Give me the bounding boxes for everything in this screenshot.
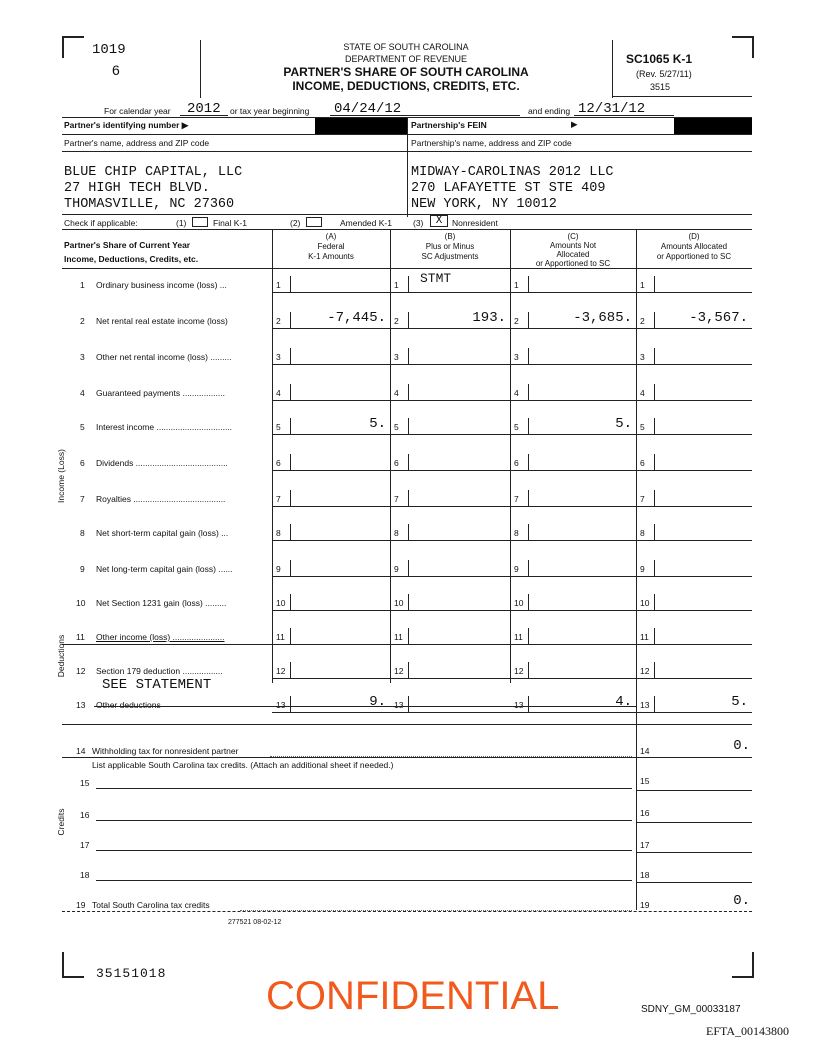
row-box-number-a: 8	[276, 528, 281, 538]
row-box-number-d: 13	[640, 700, 650, 710]
final-k1-label: Final K-1	[213, 218, 248, 228]
row-box-number-b: 4	[394, 388, 399, 398]
opt2-number: (2)	[290, 218, 301, 228]
partnership-street: 270 LAFAYETTE ST STE 409	[411, 181, 606, 196]
row-value-d[interactable]: 5.	[731, 694, 748, 710]
line14-label: Withholding tax for nonresident partner	[92, 746, 239, 756]
rule-names	[62, 214, 752, 215]
row-rule	[272, 400, 752, 401]
form-number: SC1065 K-1	[626, 52, 693, 66]
row-box-number-c: 2	[514, 316, 519, 326]
corner-mark-tl-v	[62, 36, 64, 58]
col-c-line2: Amounts Not	[549, 241, 597, 250]
row-box-divider	[408, 560, 409, 576]
row-label: Dividends .......................................	[96, 458, 228, 468]
corner-mark-bl-v	[62, 952, 64, 978]
corner-mark-br-h	[732, 976, 754, 978]
row-box-divider	[654, 524, 655, 540]
row-label: Net long-term capital gain (loss) ......	[96, 564, 233, 574]
row-number: 8	[80, 528, 85, 538]
row-box-divider	[528, 696, 529, 712]
handwritten-number: 1019	[92, 42, 126, 58]
row-box-divider	[654, 696, 655, 712]
amended-k1-label: Amended K-1	[340, 218, 392, 228]
redaction-partner-id	[315, 118, 407, 134]
row-rule	[272, 506, 752, 507]
row-box-number-c: 9	[514, 564, 519, 574]
rule-ded-blank1	[94, 706, 636, 707]
row-label: Royalties .......................................	[96, 494, 226, 504]
row-number: 2	[80, 316, 85, 326]
row-box-divider	[654, 628, 655, 644]
row-11-underline	[62, 644, 272, 645]
header-divider-right	[612, 40, 613, 98]
col-desc-line1: Partner's Share of Current Year	[64, 240, 191, 250]
col-d-line2: Amounts Allocated	[660, 242, 728, 251]
row-box-divider	[654, 312, 655, 328]
row-box-divider	[290, 628, 291, 644]
partnership-name-label: Partnership's name, address and ZIP code	[411, 138, 572, 148]
row-box-number-d: 2	[640, 316, 645, 326]
row-rule	[272, 364, 752, 365]
row-rule	[272, 644, 752, 645]
form-code-rule	[612, 96, 752, 97]
row-box-number-a: 7	[276, 494, 281, 504]
tax-year-begin-date: 04/24/12	[334, 101, 402, 117]
row-box-divider	[528, 312, 529, 328]
line15-number: 15	[80, 778, 90, 788]
line17-box-rule	[636, 852, 752, 853]
redaction-fein	[674, 118, 752, 134]
row-value-c[interactable]: 5.	[615, 416, 632, 432]
row-label: Other deductions	[96, 700, 161, 710]
line18-number: 18	[80, 870, 90, 880]
row-box-number-a: 9	[276, 564, 281, 574]
row-value-d[interactable]: -3,567.	[689, 310, 748, 326]
barcode-number: 35151018	[96, 966, 167, 981]
corner-mark-tr-v	[752, 36, 754, 58]
row-box-number-c: 8	[514, 528, 519, 538]
amended-k1-checkbox[interactable]	[306, 217, 322, 227]
row-box-divider	[528, 594, 529, 610]
rule-check	[62, 229, 752, 230]
form-title-line1: PARTNER'S SHARE OF SOUTH CAROLINA	[283, 65, 529, 79]
row-box-divider	[654, 418, 655, 434]
row-box-number-d: 8	[640, 528, 645, 538]
row-box-divider	[290, 524, 291, 540]
line18-box-rule	[636, 882, 752, 883]
row-box-number-c: 6	[514, 458, 519, 468]
col-line-b	[390, 229, 391, 683]
line14-value: 0.	[733, 738, 750, 754]
line15-rule[interactable]	[96, 788, 632, 789]
row-box-divider	[528, 348, 529, 364]
row-box-number-a: 2	[276, 316, 281, 326]
row-rule	[272, 712, 752, 713]
row-box-divider	[528, 454, 529, 470]
row-number: 3	[80, 352, 85, 362]
row-box-number-c: 4	[514, 388, 519, 398]
row-number: 5	[80, 422, 85, 432]
row-box-number-a: 5	[276, 422, 281, 432]
side-label-credits: Credits	[56, 808, 66, 836]
line18-box: 18	[640, 870, 650, 880]
side-label-income: Income (Loss)	[56, 449, 66, 503]
row-box-number-b: 3	[394, 352, 399, 362]
row-box-number-d: 1	[640, 280, 645, 290]
row-box-number-a: 1	[276, 280, 281, 290]
corner-mark-br-v	[752, 952, 754, 978]
row-box-divider	[528, 418, 529, 434]
row-rule	[272, 540, 752, 541]
line18-rule[interactable]	[96, 880, 632, 881]
form-revision: (Rev. 5/27/11)	[636, 69, 692, 79]
col-line-d	[636, 229, 637, 910]
department: DEPARTMENT OF REVENUE	[344, 54, 468, 64]
row-box-divider	[408, 384, 409, 400]
rule-name-labels	[62, 151, 752, 152]
row-label: Other income (loss) ......................	[96, 632, 225, 642]
corner-mark-bl-h	[62, 976, 84, 978]
row-value-a[interactable]: -7,445.	[327, 310, 386, 326]
rule-line14	[62, 757, 752, 758]
row-box-number-c: 10	[514, 598, 524, 608]
row-box-number-c: 13	[514, 700, 524, 710]
row-value-a[interactable]: 5.	[369, 416, 386, 432]
row-box-number-d: 5	[640, 422, 645, 432]
partnership-name: MIDWAY-CAROLINAS 2012 LLC	[411, 165, 614, 180]
row-box-number-d: 9	[640, 564, 645, 574]
row-box-number-c: 12	[514, 666, 524, 676]
row-box-divider	[408, 662, 409, 678]
row-box-number-c: 7	[514, 494, 519, 504]
rule-line19	[62, 911, 752, 912]
row-label: Interest income ................................	[96, 422, 233, 432]
row-box-divider	[654, 454, 655, 470]
row-rule	[272, 610, 752, 611]
footer-code: 277521 08-02-12	[228, 919, 282, 926]
line15-box: 15	[640, 776, 650, 786]
line17-rule[interactable]	[96, 850, 632, 851]
efta-number: EFTA_00143800	[706, 1024, 790, 1038]
col-b-line3: SC Adjustments	[421, 252, 479, 261]
row-box-number-d: 6	[640, 458, 645, 468]
row-box-number-b: 1	[394, 280, 399, 290]
opt1-number: (1)	[176, 218, 187, 228]
confidential-stamp: CONFIDENTIAL	[266, 974, 560, 1018]
row-box-number-a: 11	[276, 632, 285, 642]
row-box-number-c: 5	[514, 422, 519, 432]
partner-city: THOMASVILLE, NC 27360	[64, 197, 235, 212]
form-code: 3515	[650, 82, 671, 92]
tax-year-ending-label: and ending	[528, 106, 571, 116]
row-box-divider	[528, 662, 529, 678]
year-underline	[180, 115, 228, 116]
row-box-divider	[528, 628, 529, 644]
row-box-number-a: 4	[276, 388, 281, 398]
row-box-divider	[528, 276, 529, 292]
row-box-divider	[408, 454, 409, 470]
col-d-letter: (D)	[688, 232, 700, 241]
row-box-number-b: 8	[394, 528, 399, 538]
row-box-number-d: 4	[640, 388, 645, 398]
row-box-divider	[290, 312, 291, 328]
row-rule	[272, 678, 752, 679]
final-k1-checkbox[interactable]	[192, 217, 208, 227]
col-line-c	[510, 229, 511, 683]
row-box-divider	[290, 490, 291, 506]
rule-col-headers	[62, 268, 752, 269]
corner-mark-tl-h	[62, 36, 84, 38]
row-box-number-d: 7	[640, 494, 645, 504]
partner-divider	[407, 117, 408, 217]
row-box-number-b: 9	[394, 564, 399, 574]
row-box-divider	[408, 696, 409, 712]
row-number: 9	[80, 564, 85, 574]
row-box-number-b: 13	[394, 700, 404, 710]
row-box-divider	[654, 490, 655, 506]
nonresident-checkbox[interactable]: X	[430, 215, 448, 227]
side-label-deductions: Deductions	[56, 634, 66, 678]
opt3-number: (3)	[413, 218, 424, 228]
row-label: Guaranteed payments ..................	[96, 388, 225, 398]
row-box-divider	[290, 384, 291, 400]
row-label: Net rental real estate income (loss)	[96, 316, 228, 326]
rule-id	[62, 134, 752, 135]
row-box-number-d: 10	[640, 598, 650, 608]
col-a-letter: (A)	[325, 232, 337, 241]
row-box-divider	[408, 490, 409, 506]
row-box-divider	[654, 560, 655, 576]
row-box-divider	[654, 384, 655, 400]
row-box-number-d: 3	[640, 352, 645, 362]
row-number: 13	[76, 700, 86, 710]
credits-note: List applicable South Carolina tax credits. (Attach an additional sheet if needed.)	[92, 760, 394, 770]
row-label: Net short-term capital gain (loss) ...	[96, 528, 229, 538]
line19-number: 19	[76, 900, 86, 910]
row-rule	[272, 292, 752, 293]
nonresident-label: Nonresident	[452, 218, 498, 228]
row-box-divider	[528, 560, 529, 576]
row-box-divider	[408, 312, 409, 328]
row-box-number-a: 12	[276, 666, 286, 676]
line19-box: 19	[640, 900, 650, 910]
row-box-divider	[654, 594, 655, 610]
row-box-divider	[290, 348, 291, 364]
row-box-divider	[290, 662, 291, 678]
row-rule	[272, 434, 752, 435]
col-line-a	[272, 229, 273, 683]
see-statement: SEE STATEMENT	[102, 677, 212, 693]
row-number: 4	[80, 388, 85, 398]
line17-box: 17	[640, 840, 650, 850]
row-box-number-c: 1	[514, 280, 519, 290]
col-a-line2: Federal	[317, 242, 345, 251]
line16-box-rule	[636, 822, 752, 823]
row-box-number-a: 6	[276, 458, 281, 468]
row-label: Other net rental income (loss) .........	[96, 352, 232, 362]
row-rule	[272, 470, 752, 471]
row-box-number-b: 10	[394, 598, 404, 608]
tax-year-beginning-label: or tax year beginning	[230, 106, 310, 116]
col-d-line3: or Apportioned to SC	[656, 252, 732, 261]
row-box-number-a: 10	[276, 598, 286, 608]
calendar-year-label: For calendar year	[104, 106, 171, 116]
line14-number: 14	[76, 746, 86, 756]
row-box-number-b: 11	[394, 632, 403, 642]
row-box-divider	[654, 348, 655, 364]
row-number: 12	[76, 666, 86, 676]
line16-box: 16	[640, 808, 650, 818]
row-box-divider	[654, 276, 655, 292]
row-box-number-b: 5	[394, 422, 399, 432]
line19-value: 0.	[733, 893, 750, 909]
row-box-divider	[408, 628, 409, 644]
begin-underline	[330, 115, 520, 116]
form-title-line2: INCOME, DEDUCTIONS, CREDITS, ETC.	[292, 79, 520, 93]
line14-box: 14	[640, 746, 650, 756]
line17-number: 17	[80, 840, 90, 850]
row-box-divider	[408, 524, 409, 540]
row-box-divider	[290, 276, 291, 292]
row-box-number-b: 12	[394, 666, 404, 676]
row-box-divider	[528, 524, 529, 540]
partner-name-label: Partner's name, address and ZIP code	[64, 138, 210, 148]
rule-ded-end	[62, 724, 752, 725]
bates-number: SDNY_GM_00033187	[641, 1004, 741, 1015]
line15-box-rule	[636, 790, 752, 791]
partner-id-label: Partner's identifying number ▶	[64, 120, 189, 130]
line19-label: Total South Carolina tax credits	[92, 900, 210, 910]
row-box-divider	[408, 418, 409, 434]
check-applicable-label: Check if applicable:	[64, 218, 138, 228]
row-number: 10	[76, 598, 86, 608]
row-box-divider	[408, 348, 409, 364]
row-box-divider	[290, 418, 291, 434]
stmt-note: STMT	[420, 271, 452, 286]
col-a-line3: K-1 Amounts	[308, 252, 354, 261]
row-value-c[interactable]: 4.	[615, 694, 632, 710]
col-c-line4: or Apportioned to SC	[535, 259, 611, 268]
end-underline	[574, 115, 674, 116]
corner-mark-tr-h	[732, 36, 754, 38]
row-rule	[272, 328, 752, 329]
col-desc-line2: Income, Deductions, Credits, etc.	[64, 254, 199, 264]
partner-name: BLUE CHIP CAPITAL, LLC	[64, 165, 243, 180]
row-label: Net Section 1231 gain (loss) .........	[96, 598, 227, 608]
fein-arrow: ▶	[571, 119, 578, 129]
row-box-divider	[528, 384, 529, 400]
handwritten-sub: 6	[112, 62, 120, 78]
col-b-letter: (B)	[444, 232, 456, 241]
row-box-number-a: 13	[276, 700, 286, 710]
row-value-a[interactable]: 9.	[369, 694, 386, 710]
row-label: Ordinary business income (loss) ...	[96, 280, 227, 290]
row-box-number-b: 2	[394, 316, 399, 326]
row-box-divider	[290, 454, 291, 470]
row-value-b[interactable]: 193.	[472, 310, 506, 326]
state-name: STATE OF SOUTH CAROLINA	[343, 42, 469, 52]
row-box-divider	[654, 662, 655, 678]
row-box-divider	[528, 490, 529, 506]
row-number: 1	[80, 280, 85, 290]
row-value-c[interactable]: -3,685.	[573, 310, 632, 326]
row-box-divider	[408, 276, 409, 292]
row-box-number-c: 11	[514, 632, 523, 642]
row-box-number-d: 12	[640, 666, 650, 676]
row-box-number-a: 3	[276, 352, 281, 362]
row-box-divider	[408, 594, 409, 610]
partner-street: 27 HIGH TECH BLVD.	[64, 181, 210, 196]
row-box-number-b: 6	[394, 458, 399, 468]
row-number: 11	[76, 632, 85, 642]
line16-rule[interactable]	[96, 820, 632, 821]
row-number: 7	[80, 494, 85, 504]
row-box-number-b: 7	[394, 494, 399, 504]
row-label: Section 179 deduction .................	[96, 666, 223, 676]
partnership-fein-label: Partnership's FEIN	[411, 120, 487, 130]
col-b-line2: Plus or Minus	[425, 242, 475, 251]
row-box-number-d: 11	[640, 632, 649, 642]
tax-year-end-date: 12/31/12	[578, 101, 646, 117]
col-c-letter: (C)	[567, 232, 579, 241]
calendar-year: 2012	[187, 101, 221, 117]
row-box-divider	[290, 560, 291, 576]
line16-number: 16	[80, 810, 90, 820]
col-c-line3: Allocated	[556, 250, 590, 259]
row-box-number-c: 3	[514, 352, 519, 362]
row-number: 6	[80, 458, 85, 468]
row-box-divider	[290, 594, 291, 610]
row-box-divider	[290, 696, 291, 712]
row-rule	[272, 576, 752, 577]
partnership-city: NEW YORK, NY 10012	[411, 197, 557, 212]
